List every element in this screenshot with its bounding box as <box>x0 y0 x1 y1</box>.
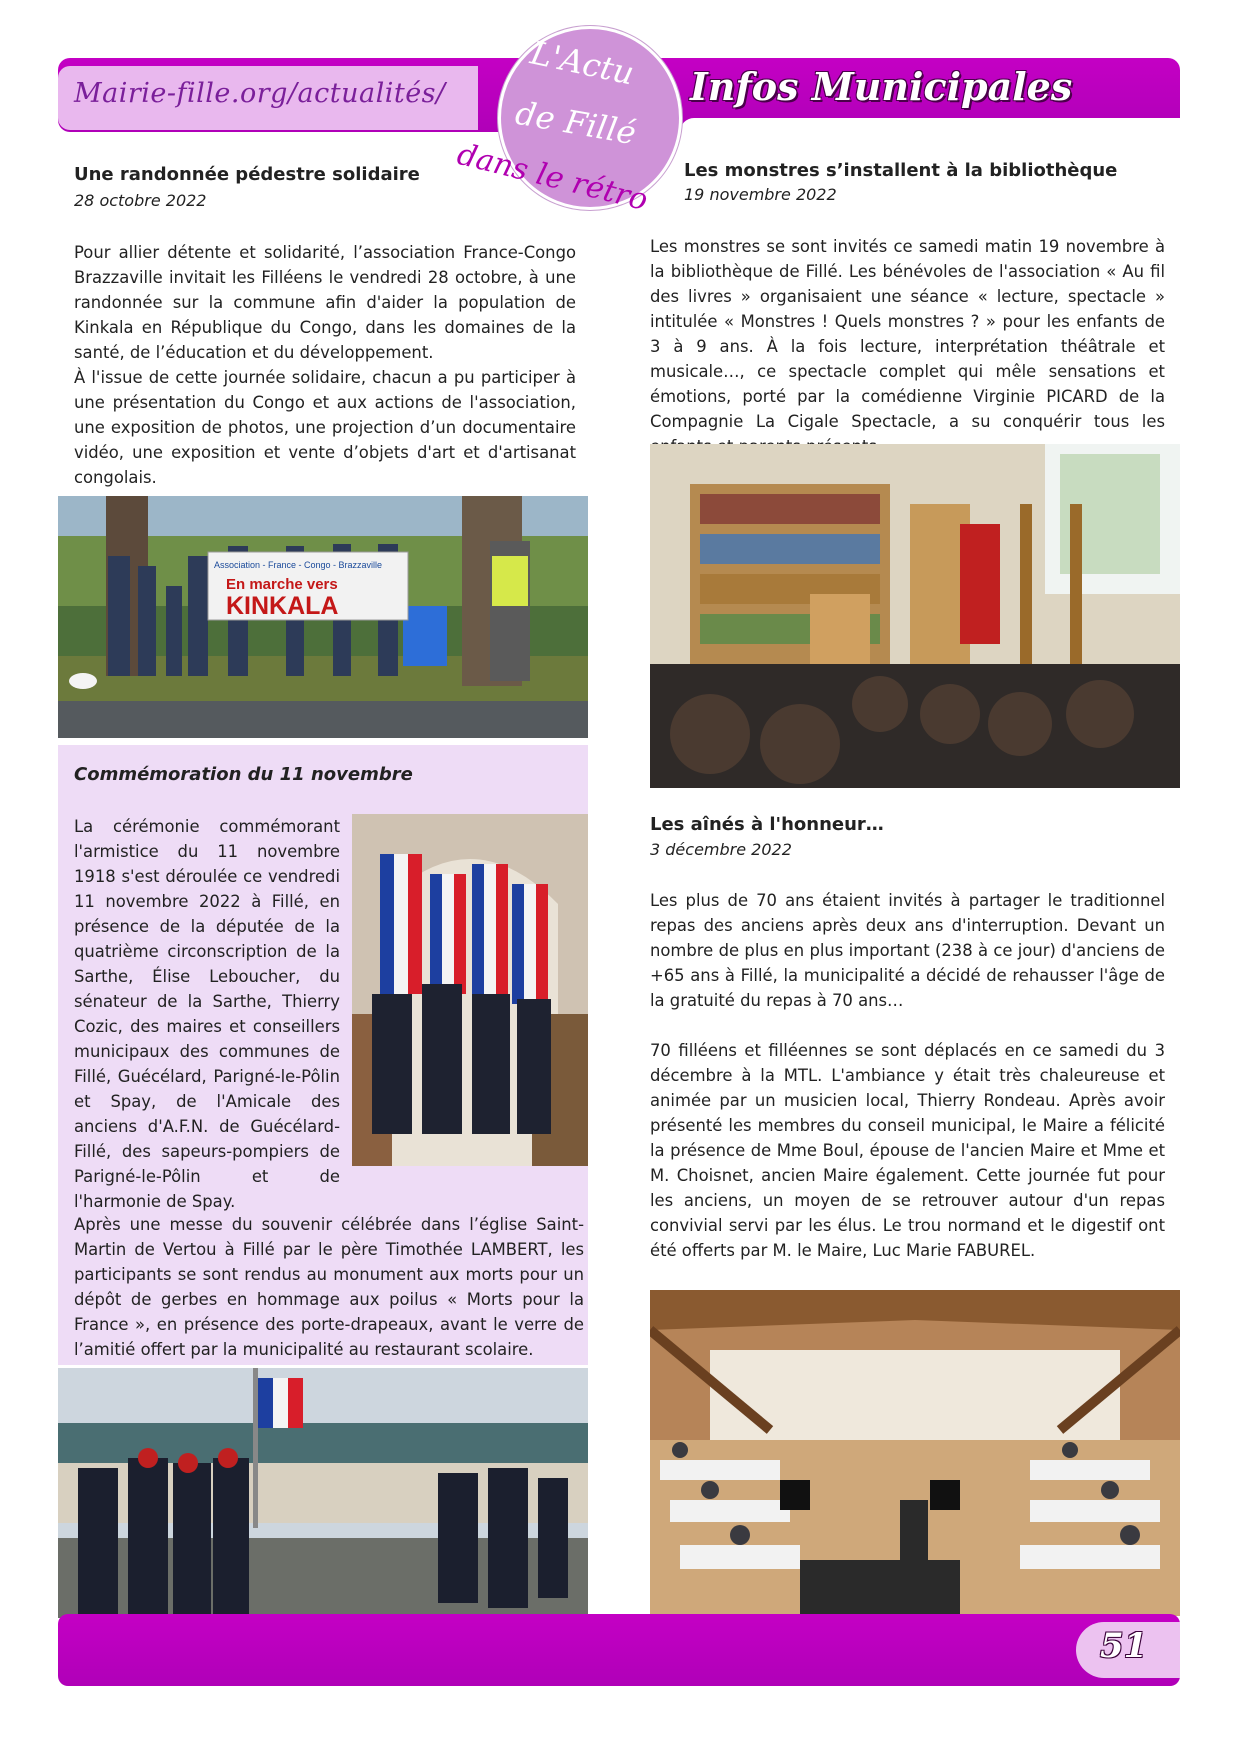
logo-text-line1: L'Actu <box>527 33 638 93</box>
rando-photo <box>58 496 588 738</box>
aines-date: 3 décembre 2022 <box>650 840 792 859</box>
aines-title: Les aînés à l'honneur… <box>650 814 884 835</box>
footer-band <box>58 1614 1180 1686</box>
aines-body-part1: Les plus de 70 ans étaient invités à partager le traditionnel repas des anciens après deux ans d'interruption. Devant un nombre de plus en plus important (238 à ce jour) d'anciens de +65 ans à Fillé, la municipalité a décidé de rehausser l'âge de la gratuité du repas à 70 ans… <box>650 891 1165 1010</box>
rando-body: Pour allier détente et solidarité, l’association France-Congo Brazzaville invitait les Filléens le vendredi 28 octobre, à une randonnée sur la commune afin d'aider la population de Kinkala en République du Congo, dans les domaines de la santé, de l’éducation et du développement. À l'issue de cette journée solidaire, chacun a pu participer à une présentation du Congo et aux actions de l'association, une exposition de photos, une projection d’un documentaire vidéo, une exposition et vente d’objets d'art et d'artisanat congolais. <box>74 243 576 487</box>
page-number: 51 <box>1100 1626 1148 1666</box>
monstres-body: Les monstres se sont invités ce samedi matin 19 novembre à la bibliothèque de Fillé. Les bénévoles de l'association « Au fil des livres » organisaient une séance « lecture, spectacle » intitulée « Monstres ! Quels monstres ? » pour les enfants de 3 à 9 ans. À la fois lecture, interprétation théâtrale et musicale…, ce spectacle complet qui mêle sensations et émotions, porté par la comédienne Virginie PICARD de la Compagnie La Cigale Spectacle, a su conquérir tous les <box>650 237 1165 431</box>
banner-line1: Association - France - Congo - Brazzaville <box>214 560 383 570</box>
logo-text-line2: de Fillé <box>512 93 639 153</box>
section-title: Infos Municipales <box>690 64 1073 109</box>
aines-body-part2: 70 filléens et filléennes se sont déplacés en ce samedi du 3 décembre à la MTL. L'ambiance y était très chaleureuse et animée par un musicien local, Thierry Rondeau. Après avoir présenté les membres du conseil municipal, le Maire a félicité la présence de Mme Boul, épouse de l'ancien Maire et Mme et M. Choisnet, ancien Maire également. Cette journée fut pour les anciens, un moyen de se retrouver autour d'un repas convivial servi par les élus. Le trou normand et le digestif ont été offerts par M. le Maire, Luc Marie FABUREL. <box>650 1041 1165 1260</box>
commemoration-photo-church <box>352 814 588 1166</box>
aines-photo <box>650 1290 1180 1616</box>
commemoration-body-part2: Après une messe du souvenir célébrée dans l’église Saint-Martin de Vertou à Fillé par le père Timothée LAMBERT, les participants se sont rendus au monument aux morts pour un dépôt de gerbes en hommage aux poilus « Morts pour la France », en présence des porte-drapeaux, avant le verre de l’amitié offert par la municipalité au restaurant scolaire. <box>74 1215 584 1359</box>
commemoration-body-part1: La cérémonie commémorant l'armistice du 11 novembre 1918 s'est déroulée ce vendredi 11 novembre 2022 à Fillé, en présence de la députée de la quatrième circonscription de la Sarthe, Élise Leboucher, du sénateur de la Sarthe, Thierry Cozic, des maires et conseillers municipaux des communes de Fillé, Guécélard, Parigné-le-Pôlin et Spay, de l'Amicale des anciens d'A.F.N. de Guécélard-Fillé, des sapeurs-pompiers de Parigné-le-Pôlin et de l'harmonie de Spay. <box>74 817 340 1211</box>
rando-title: Une randonnée pédestre solidaire <box>74 164 420 185</box>
monstres-title: Les monstres s’installent à la bibliothèque <box>684 160 1118 181</box>
monstres-photo <box>650 444 1180 788</box>
banner-line3: KINKALA <box>226 592 339 620</box>
logo-subtitle: dans le rétro <box>453 136 652 219</box>
banner-line2: En marche vers <box>226 576 338 593</box>
commemoration-title: Commémoration du 11 novembre <box>74 764 413 785</box>
rando-date: 28 octobre 2022 <box>74 191 207 210</box>
header-divider <box>680 118 1180 132</box>
site-url-link[interactable]: Mairie-fille.org/actualités/ <box>74 78 446 109</box>
commemoration-photo-monument <box>58 1368 588 1618</box>
monstres-date: 19 novembre 2022 <box>684 185 837 204</box>
